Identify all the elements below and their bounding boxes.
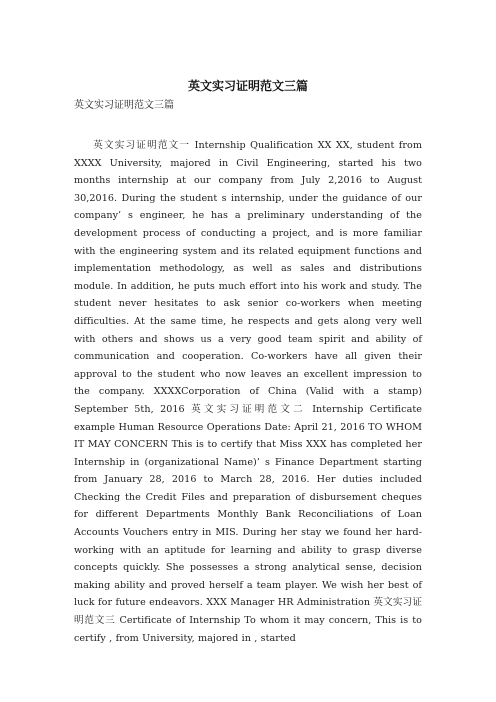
document-subtitle: 英文实习证明范文三篇 [74, 100, 174, 111]
document-title: 英文实习证明范文三篇 [187, 79, 308, 93]
document-body: 英文实习证明范文一 Internship Qualification XX XX, student from XXXX University, majored in Civil Engineering, started his two months internship at our company from July 2,2016 to August 30,2016. During the student s internship, under the guidance of our company’ s engineer, he has a preliminary understanding of the development process of conducting a project, and is more familiar with the engineering system and its related equipment functions and implementation methodology, as well as sales and distributions module. In addition, he puts much effort into his work and study. The student never hesitates to ask senior co-workers when meeting difficulties. At the same time, he respects and gets along very well with others and shows us a very good team spirit and ability of communication and cooperation. Co-workers have all given their approval to the student who now leaves an excellent impression to the company. XXXXCorporation of China (Valid with a stamp) September 5th, 2016 英文实习证明范文二 Internship Certificate example Human Resource Operations Date: April 21, 2016 TO WHOM IT MAY CONCERN This is to certify that Miss XXX has completed her Internship in (organizational Name)’ s Finance Department starting from January 28, 2016 to March 28, 2016. Her duties included Checking the Credit Files and preparation of disbursement cheques for different Departments Monthly Bank Reconciliations of Loan Accounts Vouchers entry in MIS. During her stay we found her hard-working with an aptitude for learning and ability to grasp diverse concepts quickly. She possesses a strong analytical sense, decision making ability and proved herself a team player. We wish her best of luck for future endeavors. XXX Manager HR Administration 英文实习证明范文三 Certificate of Internship To whom it may concern, This is to certify , from University, majored in , started [74, 140, 422, 644]
